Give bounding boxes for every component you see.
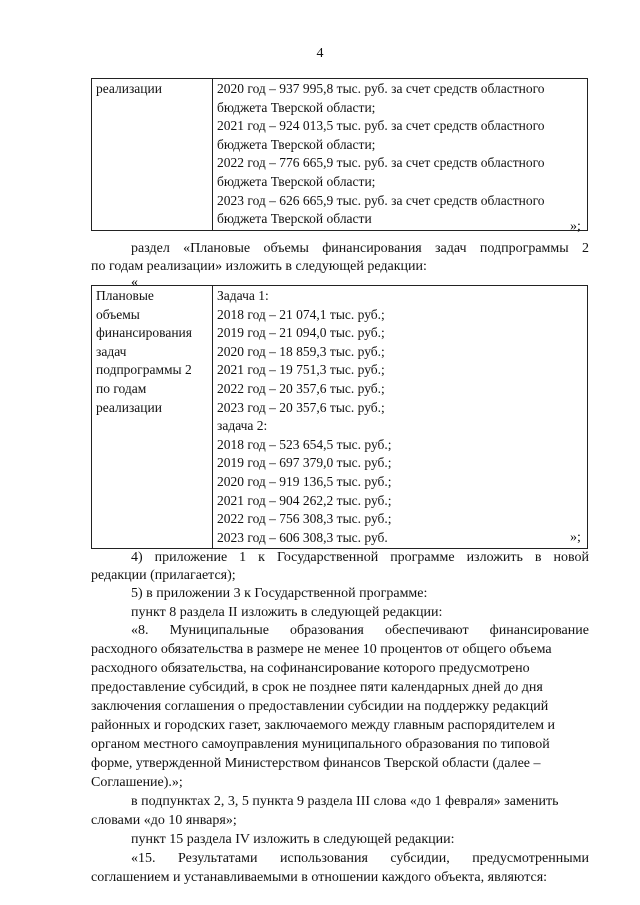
funding-table-2 [91,285,588,549]
funding-line: 2018 год – 21 074,1 тыс. руб.; [217,306,385,322]
quote15-word: субсидии, [390,851,450,866]
intro-line-1 [131,239,589,258]
quote15-word: «15. [131,851,156,866]
quote8-line-4: предоставление субсидий, в срок не позднее пяти календарных дней до дня [91,680,543,695]
intro-word: «Плановые [183,241,251,256]
quote15-word: Результатами [178,851,258,866]
item4-line-2: редакции (прилагается); [91,568,236,583]
item4-word: 4) [131,550,143,565]
funding-line: 2021 год – 924 013,5 тыс. руб. за счет средств областного [217,118,545,134]
intro-word: финансирования [322,241,422,256]
funding-table-1-label: реализации [92,79,213,231]
funding-line: 2023 год – 606 308,3 тыс. руб. [217,529,388,545]
funding-line: 2019 год – 21 094,0 тыс. руб.; [217,325,385,341]
intro-word: объемы [263,241,309,256]
label-line: задач [96,343,127,359]
label-line: подпрограммы 2 [96,362,192,378]
label-line: финансирования [96,325,192,341]
opening-quote: « [131,275,138,290]
intro-word: 2 [581,241,589,256]
quote8-line-9: Соглашение).»; [91,775,183,790]
quote8-word: Муниципальные [169,623,269,638]
label-line: Плановые [96,288,154,303]
closing-quote-1: »; [570,219,581,234]
funding-table-2-values [213,286,588,549]
item4-word: изложить [466,550,523,565]
funding-line: 2019 год – 697 379,0 тыс. руб.; [217,455,392,471]
closing-quote-2: »; [570,530,581,545]
funding-line: бюджета Тверской области; [217,173,376,189]
funding-line: 2020 год – 18 859,3 тыс. руб.; [217,343,385,359]
subclause9-line-1: в подпунктах 2, 3, 5 пункта 9 раздела III слова «до 1 февраля» заменить [131,794,559,809]
quote8-line-8: форме, утвержденной Министерством финансов Тверской области (далее – [91,756,541,771]
funding-line: бюджета Тверской области; [217,99,376,115]
quote8-word: образования [290,623,364,638]
funding-line: 2018 год – 523 654,5 тыс. руб.; [217,436,392,452]
item4-word: новой [553,550,589,565]
paragraph8-intro: пункт 8 раздела II изложить в следующей редакции: [131,605,443,620]
item4-line-1 [131,548,589,567]
funding-line: задача 2: [217,418,268,434]
quote8-line-1 [131,621,589,640]
quote8-word: обеспечивают [384,623,469,638]
funding-line: 2022 год – 776 665,9 тыс. руб. за счет средств областного [217,155,545,171]
quote15-line-2: соглашением и устанавливаемыми в отношении каждого объекта, являются: [91,870,548,885]
intro-word: раздел [131,241,170,256]
funding-line: 2021 год – 19 751,3 тыс. руб.; [217,362,385,378]
item4-word: 1 [239,550,247,565]
subclause9-line-2: словами «до 10 января»; [91,813,237,828]
item5-line: 5) в приложении 3 к Государственной программе: [131,586,428,601]
funding-table-2-label [92,286,213,549]
item4-word: программе [390,550,455,565]
quote15-line-1 [131,849,589,868]
funding-line: 2023 год – 626 665,9 тыс. руб. за счет средств областного [217,192,545,208]
item4-word: приложение [154,550,228,565]
funding-line: бюджета Тверской области; [217,136,376,152]
funding-line: 2022 год – 756 308,3 тыс. руб.; [217,511,392,527]
funding-table-1-values [213,79,588,231]
funding-line: 2022 год – 20 357,6 тыс. руб.; [217,380,385,396]
quote8-line-2: расходного обязательства в размере не менее 10 процентов от общего объема [91,642,552,657]
item4-word: Государственной [276,550,379,565]
funding-line: 2021 год – 904 262,2 тыс. руб.; [217,492,392,508]
intro-word: подпрограммы [479,241,569,256]
quote8-line-6: районных и городских газет, заключаемого между главным распорядителем и [91,718,555,733]
item4-word: к [258,550,265,565]
quote8-word: финансирование [489,623,589,638]
paragraph15-intro: пункт 15 раздела IV изложить в следующей редакции: [131,832,455,847]
intro-word: задач [435,241,467,256]
item4-word: в [534,550,542,565]
quote15-word: предусмотренными [472,851,589,866]
quote8-line-5: заключения соглашения о предоставлении субсидии на поддержку редакций [91,699,549,714]
funding-line: 2020 год – 919 136,5 тыс. руб.; [217,473,392,489]
quote8-word: «8. [131,623,149,638]
quote8-line-7: органом местного самоуправления муниципального образования по типовой [91,737,550,752]
funding-line: 2020 год – 937 995,8 тыс. руб. за счет средств областного [217,81,545,96]
label-line: реализации [96,399,162,415]
label-line: по годам [96,380,147,396]
quote15-word: использования [279,851,368,866]
funding-line: бюджета Тверской области [217,211,372,227]
quote8-line-3: расходного обязательства, на софинансирование которого предусмотрено [91,661,530,676]
funding-table-1 [91,78,588,231]
funding-line: 2023 год – 20 357,6 тыс. руб.; [217,399,385,415]
funding-line: Задача 1: [217,288,269,303]
label-line: объемы [96,306,140,322]
page-number: 4 [316,46,324,61]
intro-line-2: по годам реализации» изложить в следующей редакции: [91,259,427,274]
